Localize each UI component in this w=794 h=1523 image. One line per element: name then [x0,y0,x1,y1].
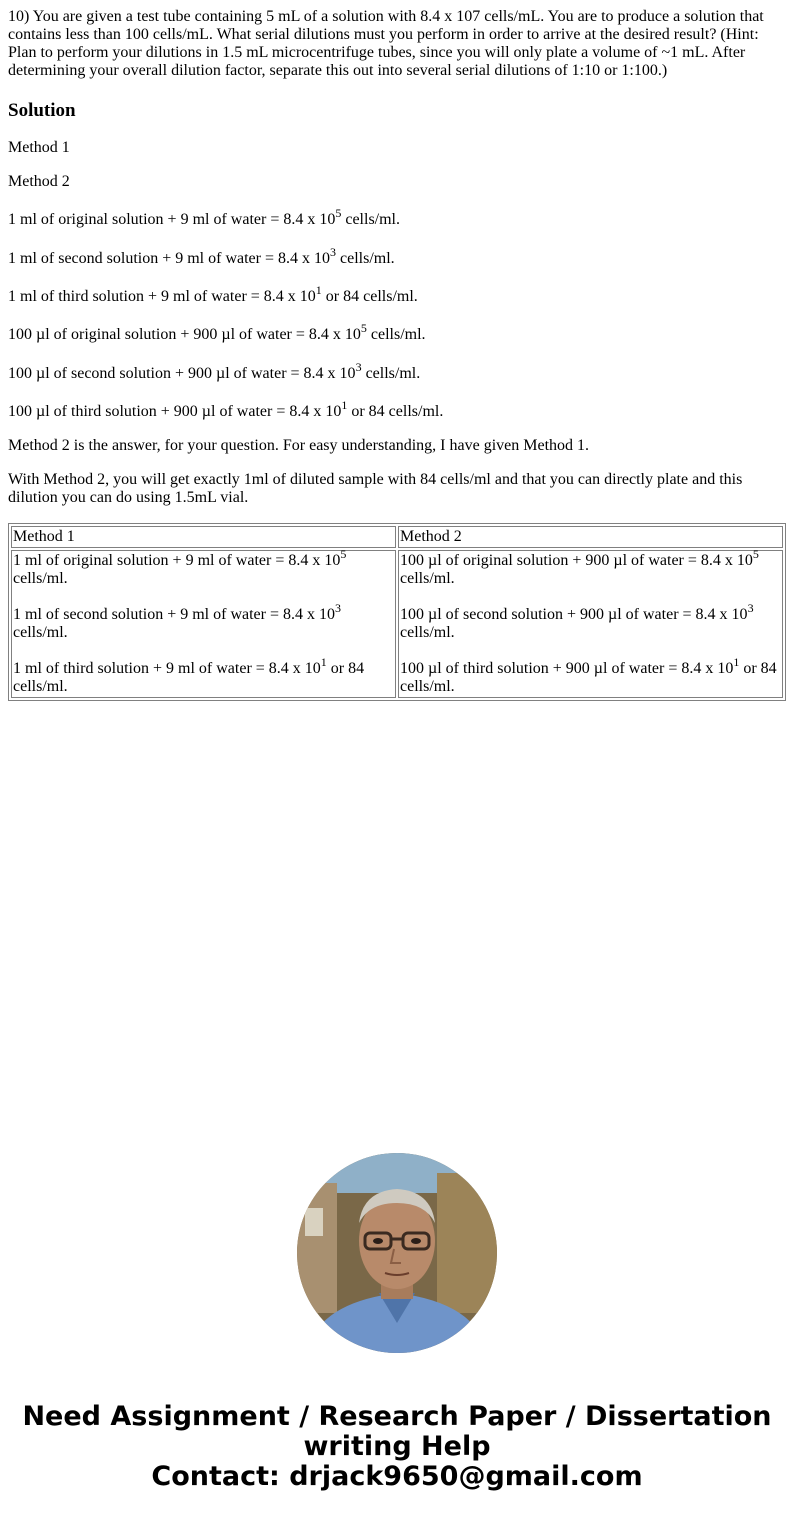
footer-contact: Contact: drjack9650@gmail.com [151,1461,643,1492]
solution-heading: Solution [8,100,76,121]
table-row [11,550,783,698]
method1-label: Method 1 [8,139,70,156]
method2-step-2: 100 µl of second solution + 900 µl of water = 8.4 x $10^3$ cells/ml. [8,359,421,382]
footer-line-1: Need Assignment / Research Paper / Dissertation [22,1401,772,1432]
table-cell-method1: 1 ml of original solution + 9 ml of water = 8.4 x $10^5$ cells/ml. 1 ml of second solution + 9 ml of water = 8.4 x $10^3$ cells/ml. 1 ml of third solution + 9 ml of water = 8.4 x $10^1$ or 84 cells/ml. [11,550,396,698]
method2-label: Method 2 [8,173,70,190]
question-text: 10) You are given a test tube containing 5 mL of a solution with 8.4 x 107 cells/mL. You are to produce a solution that contains less than 100 cells/mL. What serial dilutions must you perform in order to arrive at the desired result? (Hint: Plan to perform your dilutions in 1.5 mL microcentrifuge tubes, since you will only plate a volume of ~1 mL. After determining your overall dilution factor, separate this out into several serial dilutions of 1:10 or 1:100.) [8,8,764,79]
answer-note: Method 2 is the answer, for your question. For easy understanding, I have given Method 1. [8,437,590,454]
conclusion-text: With Method 2, you will get exactly 1ml of diluted sample with 84 cells/ml and that you can directly plate and this dilution you can do using 1.5mL vial. [8,471,743,506]
table-header-method1: Method 1 [11,526,396,548]
method1-step-1: 1 ml of original solution + 9 ml of water = 8.4 x $10^5$ cells/ml. [8,205,400,228]
author-avatar [297,1153,497,1353]
author-portrait [297,1153,497,1353]
method2-step-3: 100 µl of third solution + 900 µl of water = 8.4 x $10^1$ or 84 cells/ml. [8,397,444,420]
table-cell-method2: 100 µl of original solution + 900 µl of water = 8.4 x $10^5$ cells/ml. 100 µl of second solution + 900 µl of water = 8.4 x $10^3$ cells/ml. 100 µl of third solution + 900 µl of water = 8.4 x $10^1$ or 84 cells/ml. [398,550,783,698]
method2-step-1: 100 µl of original solution + 900 µl of water = 8.4 x $10^5$ cells/ml. [8,320,426,343]
methods-table [8,523,786,701]
method1-step-2: 1 ml of second solution + 9 ml of water = 8.4 x $10^3$ cells/ml. [8,244,395,267]
method1-step-3: 1 ml of third solution + 9 ml of water = 8.4 x $10^1$ or 84 cells/ml. [8,282,418,305]
footer-banner [0,1402,794,1492]
document [8,8,786,695]
table-header-method2: Method 2 [398,526,783,548]
table-header-row [11,526,783,548]
footer-line-2: writing Help [303,1431,491,1462]
